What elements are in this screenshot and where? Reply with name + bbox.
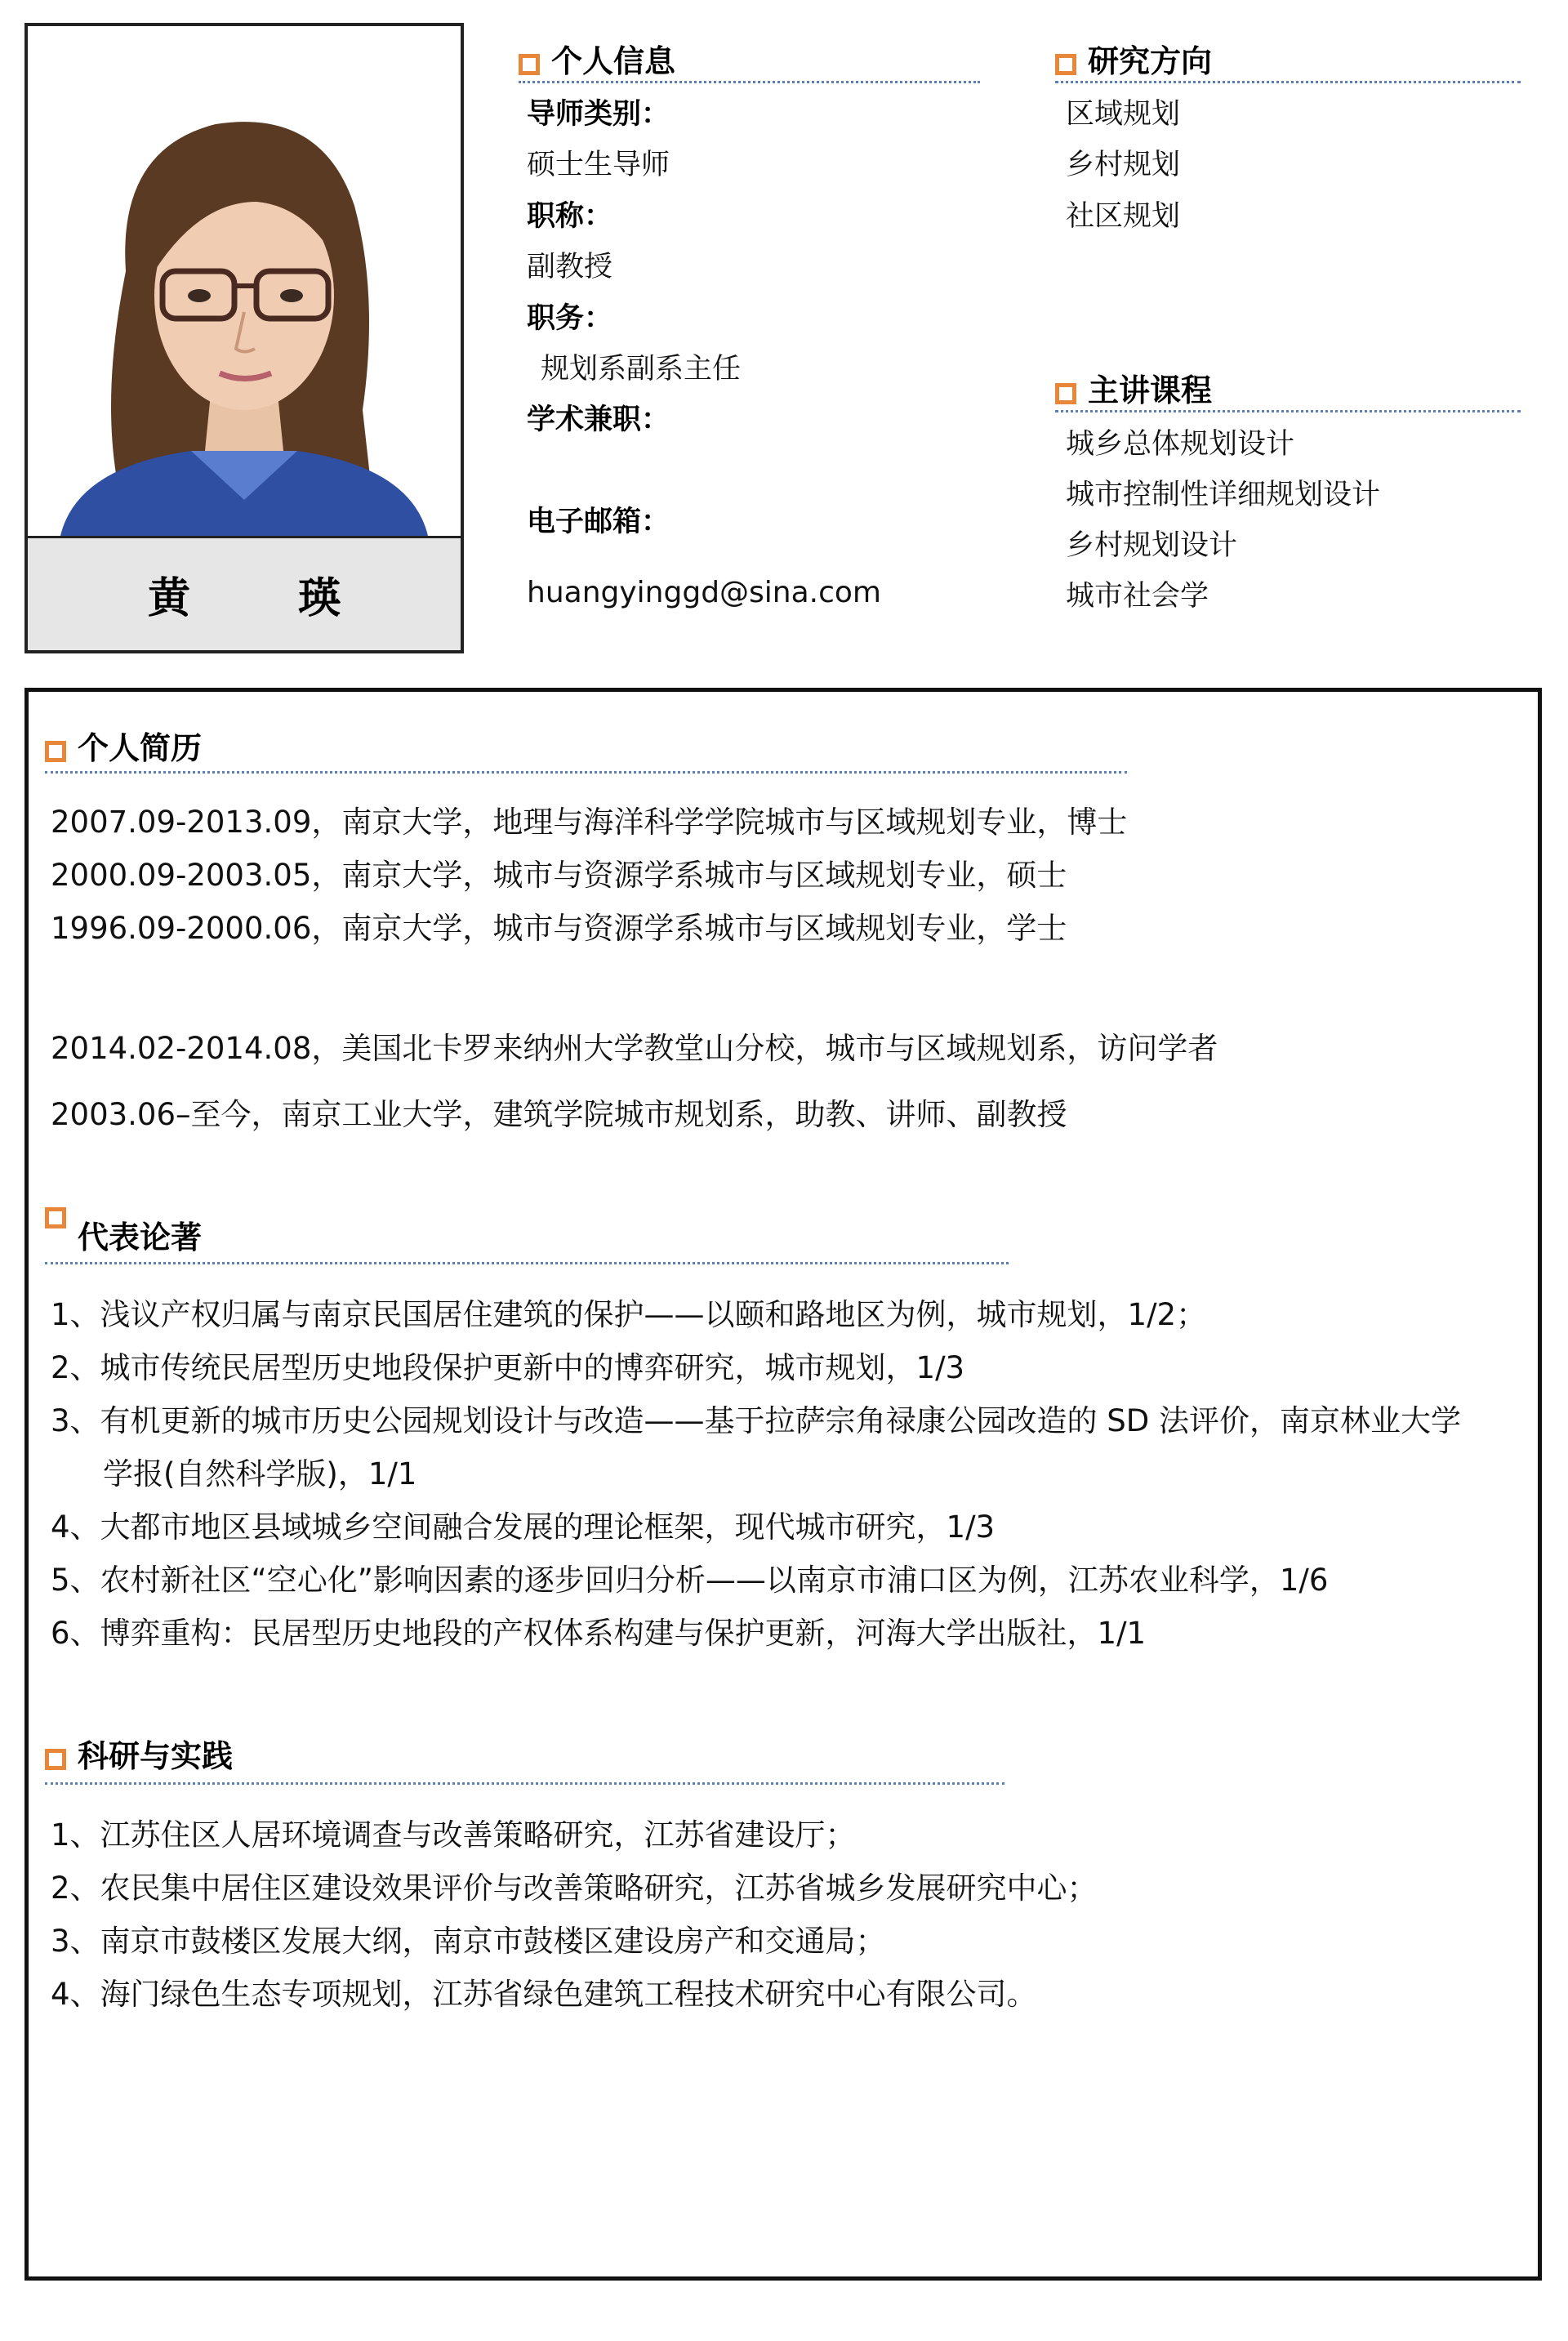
square-bullet-icon xyxy=(45,741,66,762)
education-entry: 1996.09-2000.06，南京大学，城市与资源学系城市与区域规划专业，学士 xyxy=(51,911,1067,946)
research-item: 区域规划 xyxy=(1066,98,1181,131)
section-divider xyxy=(45,1262,1009,1264)
course-item: 城市控制性详细规划设计 xyxy=(1066,479,1381,511)
section-title: 主讲课程 xyxy=(1088,372,1213,408)
portrait-illustration xyxy=(28,26,461,536)
square-bullet-icon xyxy=(1055,54,1076,75)
position-label: 职务： xyxy=(527,302,613,335)
section-divider xyxy=(1055,410,1521,412)
position-value: 规划系副系主任 xyxy=(541,353,742,386)
section-title: 个人信息 xyxy=(551,43,676,79)
resume-heading xyxy=(45,729,202,767)
square-bullet-icon xyxy=(1055,383,1076,404)
publication-entry-continued: 学报(自然科学版)，1/1 xyxy=(103,1456,417,1492)
course-item: 城乡总体规划设计 xyxy=(1066,428,1295,461)
section-divider xyxy=(45,771,1127,774)
practice-heading xyxy=(45,1737,233,1775)
title-label: 职称： xyxy=(527,200,613,233)
name-bar xyxy=(28,536,461,650)
publication-entry: 1、浅议产权归属与南京民国居住建筑的保护——以颐和路地区为例，城市规划，1/2； xyxy=(51,1297,1207,1332)
email-value[interactable]: huangyinggd@sina.com xyxy=(527,576,882,609)
section-divider xyxy=(1055,81,1521,83)
practice-entry: 1、江苏住区人居环境调查与改善策略研究，江苏省建设厅； xyxy=(51,1817,856,1853)
publication-entry: 4、大都市地区县域城乡空间融合发展的理论框架，现代城市研究，1/3 xyxy=(51,1509,996,1545)
course-item: 城市社会学 xyxy=(1066,580,1209,613)
publication-entry: 5、农村新社区“空心化”影响因素的逐步回归分析——以南京市浦口区为例，江苏农业科学，1/6 xyxy=(51,1563,1329,1598)
practice-entry: 3、南京市鼓楼区发展大纲，南京市鼓楼区建设房产和交通局； xyxy=(51,1924,886,1959)
email-label: 电子邮箱： xyxy=(527,506,670,538)
publication-entry: 6、博弈重构：民居型历史地段的产权体系构建与保护更新，河海大学出版社，1/1 xyxy=(51,1616,1147,1651)
practice-entry: 2、农民集中居住区建设效果评价与改善策略研究，江苏省城乡发展研究中心； xyxy=(51,1871,1098,1906)
square-bullet-icon xyxy=(45,1207,66,1228)
work-entry: 2003.06–至今，南京工业大学，建筑学院城市规划系，助教、讲师、副教授 xyxy=(51,1097,1067,1132)
supervisor-label: 导师类别： xyxy=(527,98,670,131)
profile-card xyxy=(24,23,464,653)
publication-entry: 3、有机更新的城市历史公园规划设计与改造——基于拉萨宗角禄康公园改造的 SD 法评价，南京林业大学 xyxy=(51,1403,1462,1438)
section-title: 研究方向 xyxy=(1088,43,1213,79)
publications-heading xyxy=(45,1207,202,1256)
profile-photo xyxy=(28,26,461,536)
square-bullet-icon xyxy=(45,1749,66,1770)
research-item: 社区规划 xyxy=(1066,200,1181,233)
course-item: 乡村规划设计 xyxy=(1066,529,1238,562)
research-heading xyxy=(1055,42,1212,80)
square-bullet-icon xyxy=(519,54,540,75)
work-entry: 2014.02-2014.08，美国北卡罗来纳州大学教堂山分校，城市与区域规划系，访问学者 xyxy=(51,1031,1218,1066)
section-title: 个人简历 xyxy=(78,730,203,766)
section-title: 科研与实践 xyxy=(78,1738,234,1774)
title-value: 副教授 xyxy=(527,251,613,283)
courses-heading xyxy=(1055,372,1212,409)
section-title: 代表论著 xyxy=(78,1220,203,1255)
academic-label: 学术兼职： xyxy=(527,404,670,436)
research-item: 乡村规划 xyxy=(1066,149,1181,181)
section-divider xyxy=(519,81,980,83)
publication-entry: 2、城市传统民居型历史地段保护更新中的博弈研究，城市规划，1/3 xyxy=(51,1350,965,1385)
education-entry: 2000.09-2003.05，南京大学，城市与资源学系城市与区域规划专业，硕士 xyxy=(51,858,1067,893)
supervisor-value: 硕士生导师 xyxy=(527,149,670,181)
section-divider xyxy=(45,1782,1004,1785)
personal-info-heading xyxy=(519,42,675,80)
practice-entry: 4、海门绿色生态专项规划，江苏省绿色建筑工程技术研究中心有限公司。 xyxy=(51,1977,1037,2012)
person-name: 黄 瑛 xyxy=(147,574,373,623)
education-entry: 2007.09-2013.09，南京大学，地理与海洋科学学院城市与区域规划专业，博士 xyxy=(51,805,1128,840)
